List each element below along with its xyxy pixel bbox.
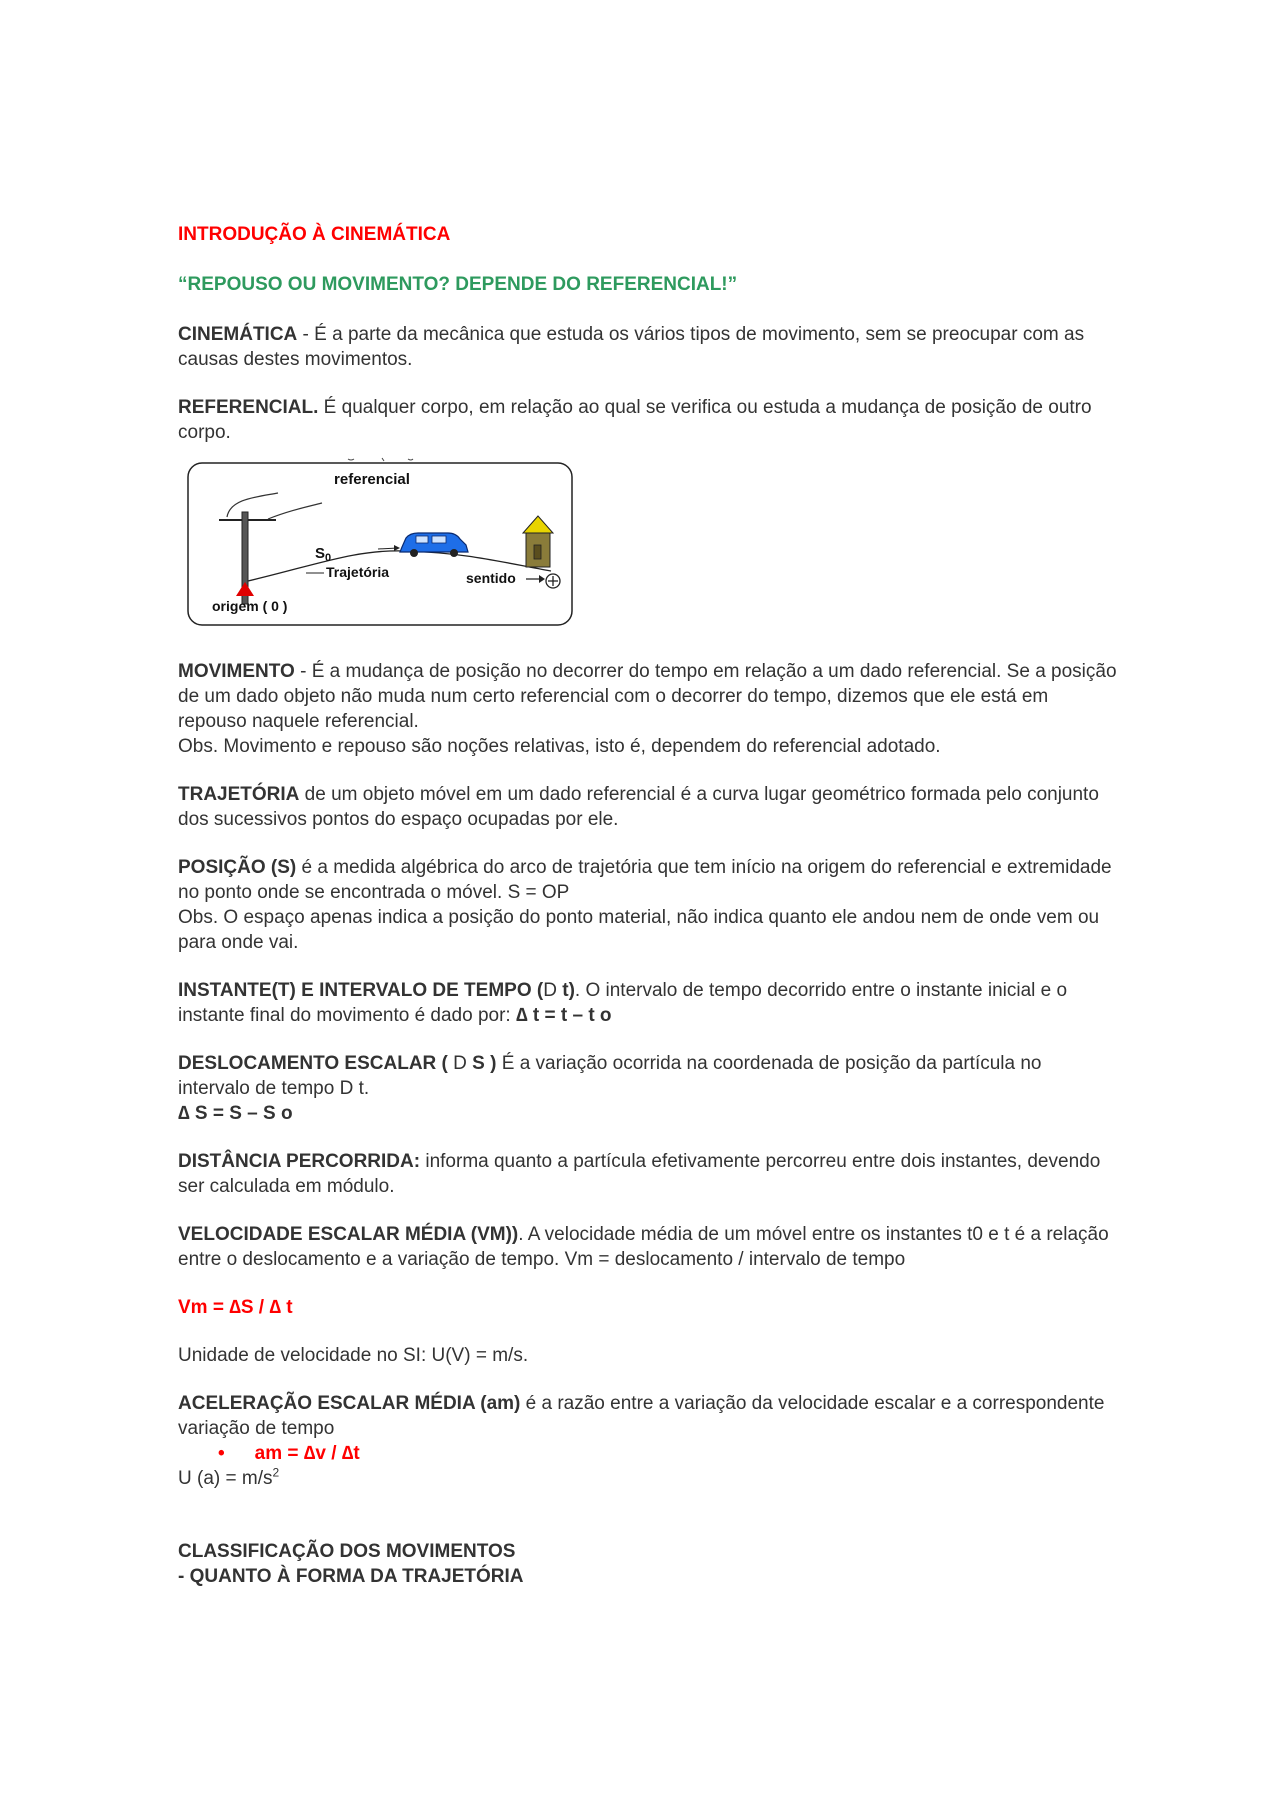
trajetoria-paragraph xyxy=(178,782,1118,832)
posicao-paragraph xyxy=(178,855,1118,905)
document-page xyxy=(178,222,1118,1589)
aceleracao-paragraph xyxy=(178,1391,1118,1441)
aceleracao-unit xyxy=(178,1466,1118,1491)
cinematica-term: CINEMÁTICA xyxy=(178,324,298,345)
document-subtitle: “REPOUSO OU MOVIMENTO? DEPENDE DO REFERENCIAL!” xyxy=(178,274,738,295)
distancia-paragraph xyxy=(178,1149,1118,1199)
referencial-text: É qualquer corpo, em relação ao qual se verifica ou estuda a mudança de posição de outro corpo. xyxy=(178,397,1092,443)
instante-text: . O intervalo de tempo decorrido entre o instante inicial e o instante final do movimento é dado por: xyxy=(178,980,1068,1026)
movimento-term: MOVIMENTO xyxy=(178,661,295,682)
distancia-text: informa quanto a partícula efetivamente percorreu entre dois instantes, devendo ser calculada em módulo. xyxy=(178,1151,1101,1197)
cinematica-text: - É a parte da mecânica que estuda os vários tipos de movimento, sem se preocupar com as causas destes movimentos. xyxy=(178,324,1085,370)
posicao-obs: Obs. O espaço apenas indica a posição do ponto material, não indica quanto ele andou nem de onde vem ou para onde vai. xyxy=(178,907,1100,953)
label-sentido: sentido xyxy=(466,570,516,586)
aceleracao-unit-text: U (a) = m/s xyxy=(178,1468,273,1489)
aceleracao-text: é a razão entre a variação da velocidade escalar e a correspondente variação de tempo xyxy=(178,1393,1105,1439)
bullet-icon: • xyxy=(218,1443,225,1464)
label-referencial: referencial xyxy=(334,471,410,488)
deslocamento-formula: ∆ S = S – S o xyxy=(178,1103,293,1124)
distancia-term: DISTÂNCIA PERCORRIDA: xyxy=(178,1151,421,1172)
car-wheel-rear xyxy=(450,549,458,557)
car-window-front xyxy=(416,536,428,543)
aceleracao-term: ACELERAÇÃO ESCALAR MÉDIA (am) xyxy=(178,1393,521,1414)
referencial-diagram xyxy=(186,453,576,629)
classificacao-subtitle: - QUANTO À FORMA DA TRAJETÓRIA xyxy=(178,1566,524,1587)
movimento-obs: Obs. Movimento e repouso são noções relativas, isto é, dependem do referencial adotado. xyxy=(178,736,941,757)
label-so: $S_0$ xyxy=(315,545,332,564)
movimento-paragraph xyxy=(178,659,1118,734)
instante-term-end: t) xyxy=(556,980,575,1001)
referencial-term: REFERENCIAL. xyxy=(178,397,319,418)
document-title: INTRODUÇÃO À CINEMÁTICA xyxy=(178,224,451,245)
label-origem: origem ( 0 ) xyxy=(212,598,288,614)
movimento-text: - É a mudança de posição no decorrer do tempo em relação a um dado referencial. Se a posição de um dado objeto não muda num certo referencial com o decorrer do tempo, dizemos que ele está em repouso naquele referencial. xyxy=(178,661,1117,732)
deslocamento-text: É a variação ocorrida na coordenada de posição da partícula no intervalo de tempo D t. xyxy=(178,1053,1042,1099)
instante-paragraph xyxy=(178,978,1118,1028)
posicao-term: POSIÇÃO (S) xyxy=(178,857,297,878)
instante-formula: ∆ t = t – t o xyxy=(515,1005,612,1026)
deslocamento-term-symbol: D xyxy=(453,1053,467,1074)
trajetoria-text: de um objeto móvel em um dado referencial é a curva lugar geométrico formada pelo conjunto dos sucessivos pontos do espaço ocupadas por ele. xyxy=(178,784,1099,830)
deslocamento-paragraph xyxy=(178,1051,1118,1101)
deslocamento-term-end: S ) xyxy=(466,1053,497,1074)
referencial-figure xyxy=(186,453,576,629)
classificacao-title: CLASSIFICAÇÃO DOS MOVIMENTOS xyxy=(178,1541,516,1562)
instante-term: INSTANTE(T) E INTERVALO DE TEMPO ( xyxy=(178,980,544,1001)
velocidade-paragraph xyxy=(178,1222,1118,1272)
aceleracao-formula-item xyxy=(178,1441,1118,1466)
velocidade-unit: Unidade de velocidade no SI: U(V) = m/s. xyxy=(178,1345,529,1366)
house-door xyxy=(534,545,541,559)
diagram-top-marks xyxy=(348,458,413,461)
label-trajetoria: Trajetória xyxy=(326,564,390,580)
referencial-paragraph xyxy=(178,395,1118,445)
aceleracao-formula: am = ∆v / ∆t xyxy=(254,1443,360,1464)
trajetoria-term: TRAJETÓRIA xyxy=(178,784,300,805)
instante-term-symbol: D xyxy=(543,980,557,1001)
cinematica-paragraph xyxy=(178,322,1118,372)
velocidade-formula: Vm = ∆S / ∆ t xyxy=(178,1297,293,1318)
velocidade-term: VELOCIDADE ESCALAR MÉDIA (VM)) xyxy=(178,1224,519,1245)
aceleracao-unit-exponent: 2 xyxy=(272,1465,280,1480)
velocidade-text: . A velocidade média de um móvel entre os instantes t0 e t é a relação entre o deslocamento e a variação de tempo. Vm = deslocamento / intervalo de tempo xyxy=(178,1224,1109,1270)
car-window-rear xyxy=(432,536,446,543)
posicao-text: é a medida algébrica do arco de trajetória que tem início na origem do referencial e extremidade no ponto onde se encontrada o móvel. S = OP xyxy=(178,857,1112,903)
deslocamento-term: DESLOCAMENTO ESCALAR ( xyxy=(178,1053,454,1074)
car-wheel-front xyxy=(410,549,418,557)
